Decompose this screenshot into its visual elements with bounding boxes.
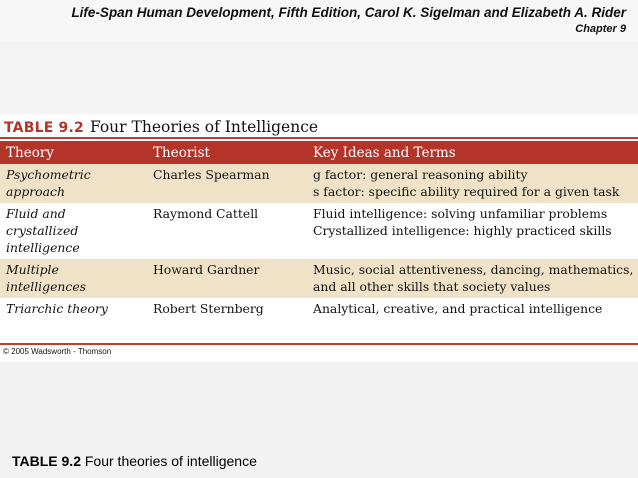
caption-label: TABLE 9.2 (12, 453, 81, 469)
theory-line: crystallized (6, 223, 79, 238)
table-row (0, 203, 638, 259)
slide-caption (12, 453, 257, 469)
theory-cell (0, 259, 147, 298)
table-row (0, 259, 638, 298)
table-header-row (0, 141, 638, 164)
chapter-label: Chapter 9 (575, 23, 626, 35)
theory-line: intelligence (6, 240, 80, 255)
theory-cell (0, 164, 147, 203)
theorist-cell: Raymond Cattell (147, 203, 307, 259)
key-idea-line: Fluid intelligence: solving unfamiliar problems (313, 206, 608, 221)
book-title: Life-Span Human Development, Fifth Edition, Carol K. Sigelman and Elizabeth A. Rider (71, 5, 626, 20)
theories-table (0, 141, 638, 320)
key-idea-line: Crystallized intelligence: highly practiced skills (313, 223, 612, 238)
theory-line: Fluid and (6, 206, 66, 221)
key-ideas-cell (307, 298, 638, 320)
key-idea-line: and all other skills that society values (313, 279, 551, 294)
theory-line: Psychometric (6, 167, 91, 182)
copyright-notice: © 2005 Wadsworth - Thomson (3, 347, 112, 356)
theory-cell (0, 298, 147, 320)
key-ideas-cell (307, 259, 638, 298)
column-header-key-ideas: Key Ideas and Terms (307, 141, 638, 164)
table-figure (0, 114, 638, 362)
key-idea-line: Analytical, creative, and practical intelligence (313, 301, 603, 316)
table-top-rule (0, 137, 638, 139)
theorist-cell: Charles Spearman (147, 164, 307, 203)
theorist-cell: Howard Gardner (147, 259, 307, 298)
theorist-cell: Robert Sternberg (147, 298, 307, 320)
theory-line: intelligences (6, 279, 87, 294)
table-bottom-rule (0, 343, 638, 345)
key-idea-line: g factor: general reasoning ability (313, 167, 528, 182)
table-heading (4, 118, 318, 136)
theory-line: approach (6, 184, 65, 199)
column-header-theorist: Theorist (147, 141, 307, 164)
key-idea-line: s factor: specific ability required for a given task (313, 184, 620, 199)
caption-text: Four theories of intelligence (84, 453, 257, 469)
key-ideas-cell (307, 203, 638, 259)
key-idea-line: Music, social attentiveness, dancing, mathematics, (313, 262, 634, 277)
table-row (0, 298, 638, 320)
table-row (0, 164, 638, 203)
column-header-theory: Theory (0, 141, 147, 164)
theory-line: Triarchic theory (6, 301, 108, 316)
table-title: Four Theories of Intelligence (89, 118, 319, 136)
table-number: TABLE 9.2 (4, 120, 84, 136)
theory-cell (0, 203, 147, 259)
slide-header (0, 0, 638, 42)
key-ideas-cell (307, 164, 638, 203)
theory-line: Multiple (6, 262, 59, 277)
